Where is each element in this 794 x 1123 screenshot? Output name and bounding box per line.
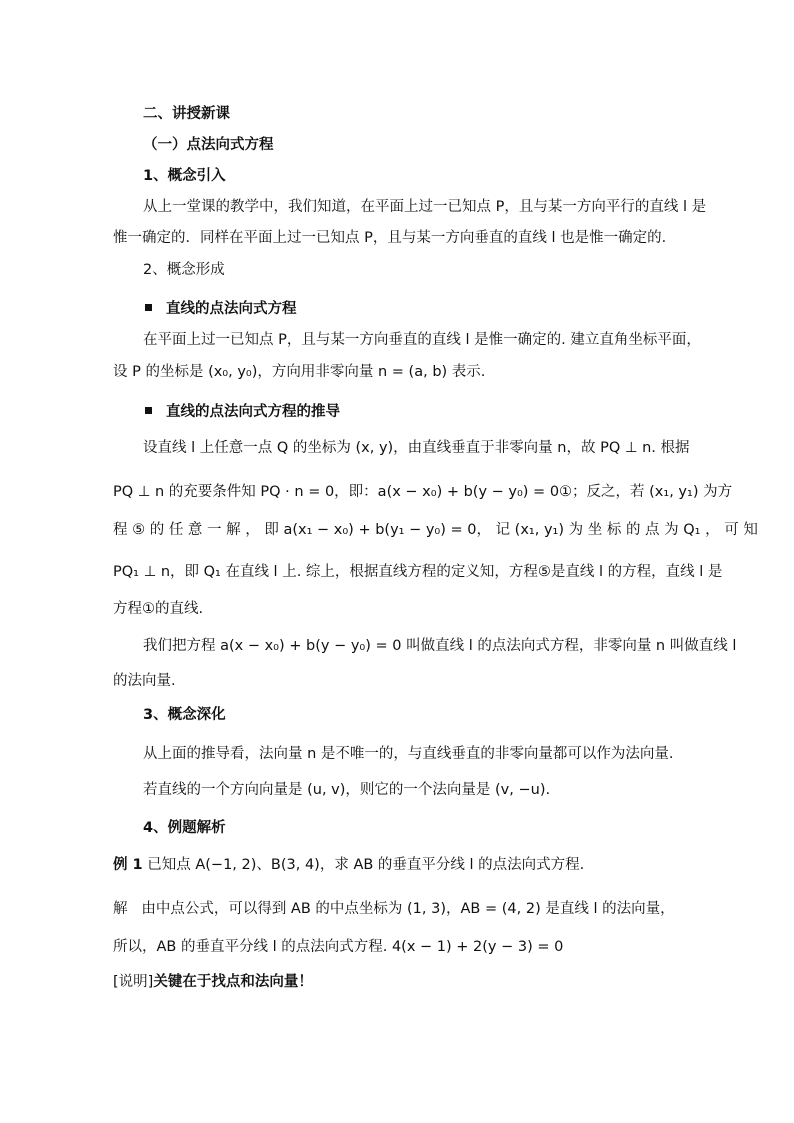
note-line bbox=[113, 972, 313, 992]
solution-line bbox=[113, 899, 675, 919]
solution-line: 所以，AB 的垂直平分线 l 的点法向式方程. 4(x − 1) + 2(y − 3) = 0 bbox=[113, 939, 564, 955]
paragraph-line: 从上面的推导看，法向量 n 是不唯一的，与直线垂直的非零向量都可以作为法向量. bbox=[143, 746, 674, 762]
paragraph-line: 从上一堂课的教学中，我们知道，在平面上过一已知点 P，且与某一方向平行的直线 l 是 bbox=[143, 199, 707, 215]
paragraph-line: 我们把方程 a(x − x₀) + b(y − y₀) = 0 叫做直线 l 的点法向式方程，非零向量 n 叫做直线 l bbox=[143, 638, 737, 654]
paragraph-line: 设直线 l 上任意一点 Q 的坐标为 (x, y)，由直线垂直于非零向量 n，故 PQ ⊥ n. 根据 bbox=[143, 440, 690, 456]
section-heading: 二、讲授新课 bbox=[143, 106, 230, 122]
paragraph-line: PQ₁ ⊥ n，即 Q₁ 在直线 l 上. 综上，根据直线方程的定义知，方程⑤是直线 l 的方程，直线 l 是 bbox=[113, 564, 723, 580]
paragraph-line: 的法向量. bbox=[113, 673, 176, 689]
paragraph-line: 若直线的一个方向向量是 (u, v)，则它的一个法向量是 (v, −u). bbox=[143, 782, 551, 798]
subsection-heading: （一）点法向式方程 bbox=[143, 137, 274, 153]
bullet-heading-text: 直线的点法向式方程的推导 bbox=[166, 404, 340, 420]
square-bullet-icon bbox=[145, 304, 152, 311]
square-bullet-icon bbox=[145, 407, 152, 414]
heading-examples: 4、例题解析 bbox=[143, 820, 226, 836]
heading-concept-deepening: 3、概念深化 bbox=[143, 707, 226, 723]
note-label: [说明] bbox=[113, 974, 154, 990]
paragraph-line: 在平面上过一已知点 P，且与某一方向垂直的直线 l 是惟一确定的. 建立直角坐标平面， bbox=[143, 332, 701, 348]
example-label: 例 1 bbox=[113, 857, 143, 873]
paragraph-line: 设 P 的坐标是 (x₀, y₀)，方向用非零向量 n = (a, b) 表示. bbox=[113, 364, 486, 380]
heading-concept-intro: 1、概念引入 bbox=[143, 168, 226, 184]
note-text: 关键在于找点和法向量！ bbox=[153, 974, 313, 990]
bullet-heading bbox=[145, 402, 340, 422]
paragraph-line: PQ ⊥ n 的充要条件知 PQ · n = 0，即：a(x − x₀) + b(y − y₀) = 0①；反之，若 (x₁, y₁) 为方 bbox=[113, 484, 733, 500]
solution-text: 由中点公式，可以得到 AB 的中点坐标为 (1, 3)，AB = (4, 2) 是直线 l 的法向量， bbox=[141, 901, 675, 917]
paragraph-line: 程 ⑤ 的 任 意 一 解 ， 即 a(x₁ − x₀) + b(y₁ − y₀) = 0， 记 (x₁, y₁) 为 坐 标 的 点 为 Q₁ ， 可 知 bbox=[113, 522, 758, 538]
example-line bbox=[113, 855, 584, 875]
example-text: 已知点 A(−1, 2)、B(3, 4)，求 AB 的垂直平分线 l 的点法向式方程. bbox=[147, 857, 585, 873]
bullet-heading bbox=[145, 299, 297, 319]
solution-label: 解 bbox=[113, 901, 128, 917]
paragraph-line: 惟一确定的．同样在平面上过一已知点 P，且与某一方向垂直的直线 l 也是惟一确定的． bbox=[113, 230, 677, 246]
heading-concept-formation: 2、概念形成 bbox=[143, 262, 225, 278]
paragraph-line: 方程①的直线. bbox=[113, 601, 204, 617]
bullet-heading-text: 直线的点法向式方程 bbox=[166, 301, 297, 317]
